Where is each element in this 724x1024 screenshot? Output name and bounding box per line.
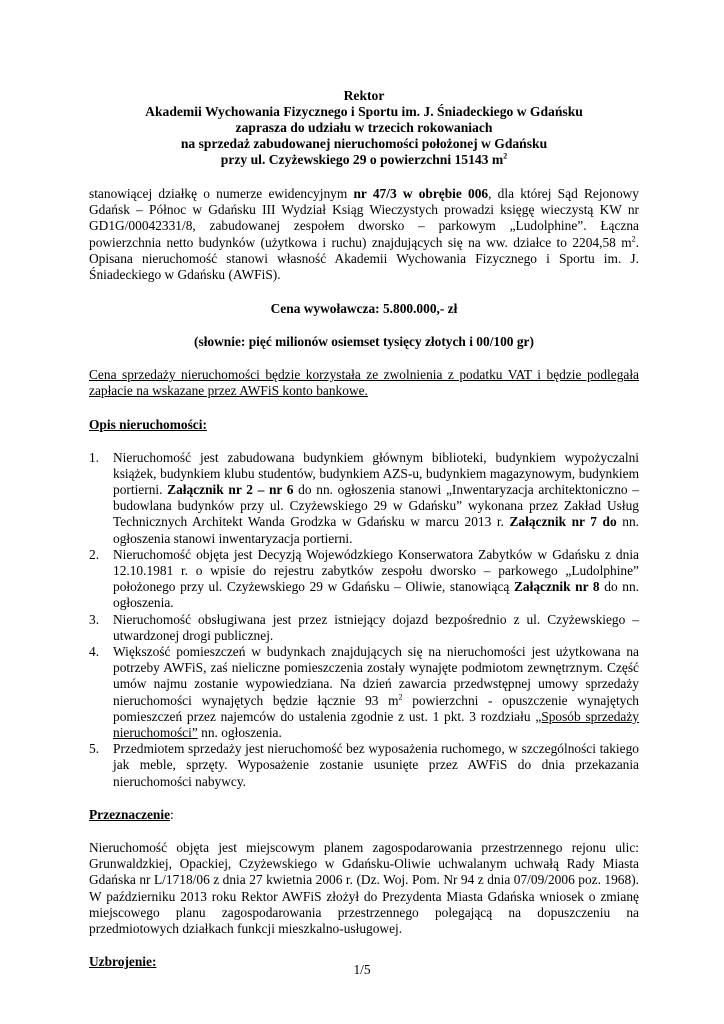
intro-paragraph: stanowiącej działkę o numerze ewidencyjnym nr 47/3 w obrębie 006, dla której Sąd Rejonowy Gdańsk – Północ w Gdańsku III Wydział Ksiąg Wieczystych prowadzi księgę wieczystą KW nr GD1G/00042331/8, zabudowanej zespołem dworsko – parkowym „Ludolphine”. Łączna powierzchnia netto budynków (użytkowa i ruchu) znajdujących się na ww. działce to 2204,58 $m^2$. Opisana nieruchomość stanowi własność Akademii Wychowania Fizycznego i Sportu im. J. Śniadeckiego w Gdańsku (AWFiS). [89,186,640,283]
list-item: 4. Większość pomieszczeń w budynkach znajdujących się na nieruchomości jest użytkowana na potrzeby AWFiS, zaś nieliczne pomieszczenia zostały wynajęte podmiotom zewnętrznym. Część umów najmu zostanie wypowiedziana. Na dzień zawarcia przedwstępnej umowy sprzedaży nieruchomości wynajętych będzie łącznie 93 $m^2$ powierzchni - opuszczenie wynajętych pomieszczeń przez najemców do ustalenia zgodnie z ust. 1 pkt. 3 rozdziału „Sposób sprzedaży nieruchomości” nn. ogłoszenia. [89,644,640,741]
page-number: 1/5 [353,962,371,977]
przeznaczenie-text: Nieruchomość objęta jest miejscowym planem zagospodarowania przestrzennego rejonu ulic: Grunwaldzkiej, Opackiej, Czyżewskiego w Gdańsku-Oliwie uchwalanym uchwałą Rady Miasta Gdańska nr L/1718/06 z dnia 27 kwietnia 2006 r. (Dz. Woj. Pom. Nr 94 z dnia 07/09/2006 poz. 1968). W październiku 2013 roku Rektor AWFiS złożył do Prezydenta Miasta Gdańska wniosek o zmianę miejscowego planu zagospodarowania przestrzennego polegającą na dopuszczeniu na przedmiotowych działkach funkcji mieszkalno-usługowej. [89,839,639,936]
list-item: 1. Nieruchomość jest zabudowana budynkiem głównym biblioteki, budynkiem wypożyczalni książek, budynkiem klubu studentów, budynkiem AZS-u, budynkiem magazynowym, budynkiem portierni. Załącznik nr 2 – nr 6 do nn. ogłoszenia stanowi „Inwentaryzacja architektoniczno – budowlana budynków przy ul. Czyżewskiego 29 w Gdańsku” wykonana przez Zakład Usług Technicznych Architekt Wanda Grodzka w Gdańsku w marcu 2013 r. Załącznik nr 7 do nn. ogłoszenia stanowi inwentaryzacja portierni. [89,449,639,546]
heading-subject: na sprzedaż zabudowanej nieruchomości położonej w Gdańsku [180,136,548,151]
heading-rektor: Rektor [343,88,385,103]
heading-invitation: zaprasza do udziału w trzecich rokowaniach [235,120,493,135]
heading-address: przy ul. Czyżewskiego 29 o powierzchni 15143 $m^2$ [220,151,508,167]
list-item: 3. Nieruchomość obsługiwana jest przez istniejący dojazd bezpośrednio z ul. Czyżewskiego – utwardzonej drogi publicznej. [89,611,639,643]
document-heading [89,88,639,168]
vat-note: Cena sprzedaży nieruchomości będzie korzystała ze zwolnienia z podatku VAT i będzie podlegała zapłacie na wskazane przez AWFiS konto bankowe. [89,367,639,399]
przeznaczenie-section-title: Przeznaczenie: [89,806,174,822]
price-words: (słownie: pięć milionów osiemset tysięcy złotych i 00/100 gr) [194,334,534,350]
list-item: 5. Przedmiotem sprzedaży jest nieruchomość bez wyposażenia ruchomego, w szczególności takiego jak meble, sprzęty. Wyposażenie zostanie usunięte przez AWFiS do dnia przekazania nieruchomości nabywcy. [89,741,639,789]
price-main: Cena wywoławcza: 5.800.000,- zł [270,301,458,317]
opis-section-title: Opis nieruchomości: [89,416,207,432]
list-item: 2. Nieruchomość objęta jest Decyzją Wojewódzkiego Konserwatora Zabytków w Gdańsku z dnia 12.10.1981 r. o wpisie do rejestru zabytków zespołu dworsko – parkowego „Ludolphine” położonego przy ul. Czyżewskiego 29 w Gdańsku – Oliwie, stanowiącą Załącznik nr 8 do nn. ogłoszenia. [89,546,639,611]
document-page [89,88,639,970]
heading-institution: Akademii Wychowania Fizycznego i Sportu im. J. Śniadeckiego w Gdańsku [145,104,583,119]
uzbrojenie-section-title: Uzbrojenie: [89,954,157,970]
opis-list [89,450,639,790]
